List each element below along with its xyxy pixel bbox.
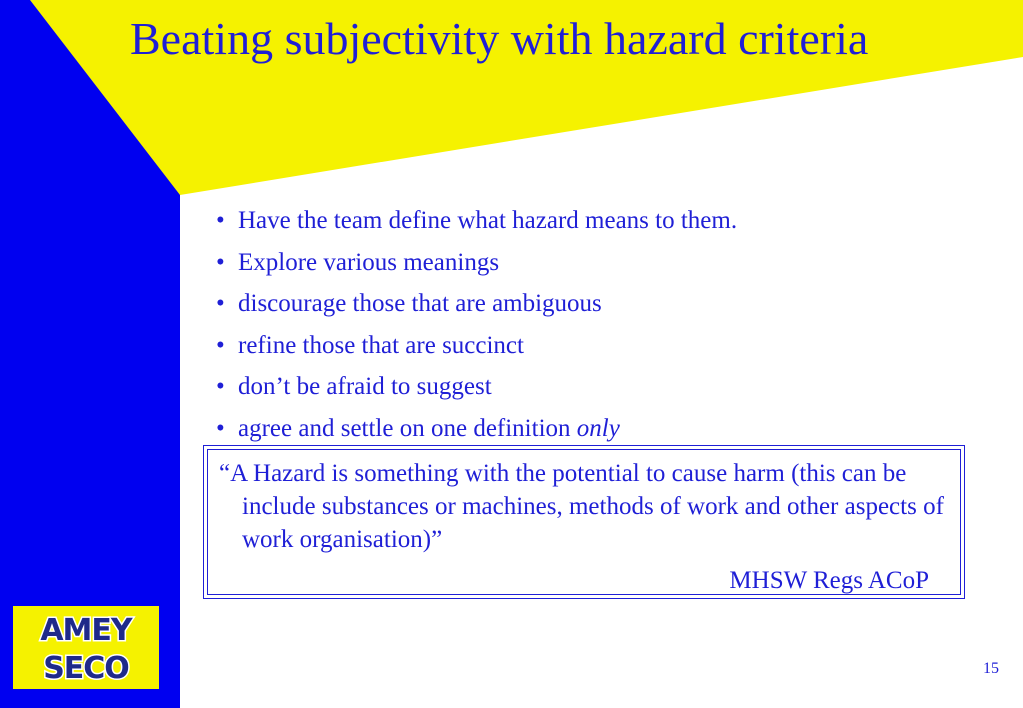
- bullet-dot-icon: •: [216, 331, 225, 359]
- slide-title: Beating subjectivity with hazard criteria: [130, 13, 869, 64]
- bullet-item: [216, 283, 737, 325]
- bullet-text: refine those that are succinct: [238, 331, 524, 359]
- bullet-item: [216, 242, 737, 284]
- bullet-dot-icon: •: [216, 290, 225, 317]
- quote-source: MHSW Regs ACoP: [729, 567, 929, 594]
- bullet-dot-icon: •: [216, 207, 225, 234]
- bullet-dot-icon: •: [216, 414, 225, 442]
- bullet-text: agree and settle on one definition: [238, 414, 577, 442]
- logo-line2: SECO: [43, 651, 129, 686]
- bullet-dot-icon: •: [216, 248, 225, 276]
- bullet-item: [216, 325, 737, 367]
- bullet-item: [216, 408, 737, 450]
- quote-inner-border: [207, 449, 961, 595]
- bullet-text: Explore various meanings: [238, 248, 500, 276]
- bullet-text: Have the team define what hazard means to them.: [238, 207, 738, 234]
- bullet-text: don’t be afraid to suggest: [238, 373, 492, 400]
- bullet-emphasis: only: [576, 414, 620, 442]
- logo-line1: AMEY: [40, 613, 132, 648]
- logo-wordmark-icon: [13, 606, 159, 689]
- bullet-item: [216, 200, 737, 242]
- quote-text: “A Hazard is something with the potential to cause harm (this can be include substances or machines, methods of work and other aspects of work organisation)”: [219, 460, 944, 553]
- bullet-list: [216, 200, 737, 449]
- amey-seco-logo: [13, 606, 159, 689]
- page-number: 15: [983, 660, 999, 677]
- bullet-dot-icon: •: [216, 373, 225, 400]
- bullet-text: discourage those that are ambiguous: [238, 290, 602, 317]
- quote-box: [203, 445, 965, 599]
- bullet-item: [216, 366, 737, 408]
